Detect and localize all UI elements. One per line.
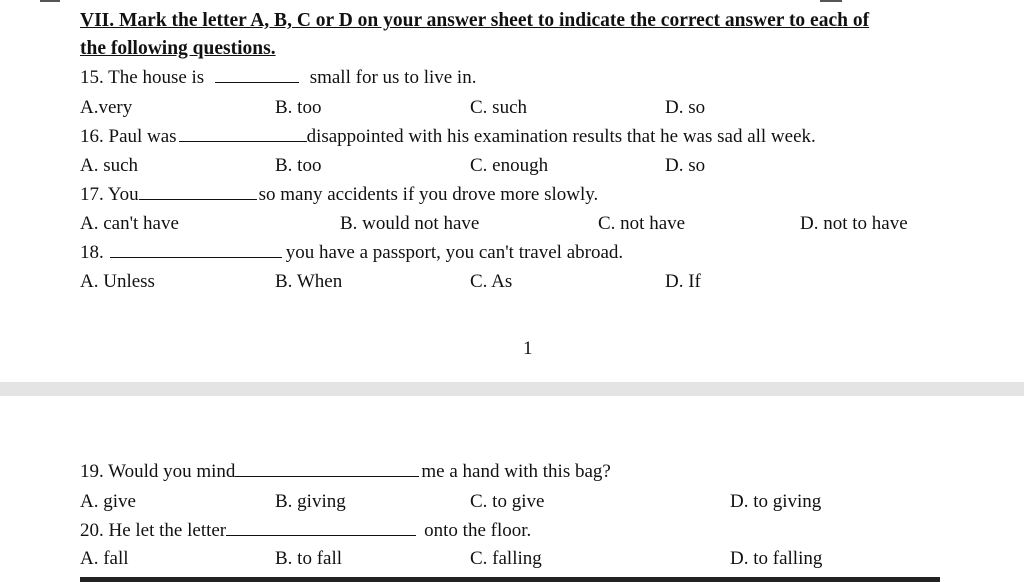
cropped-text-fragment [820,0,842,2]
question-20-option-c: C. falling [470,548,542,569]
section-heading-line-2: the following questions. [80,38,276,59]
question-16-option-a: A. such [80,155,139,176]
answer-blank [139,198,257,200]
question-16-option-b: B. too [275,155,322,176]
page-break-gap [0,382,1024,396]
question-17-stem-end: so many accidents if you drove more slowly. [258,184,599,205]
question-19-option-b: B. giving [275,491,346,512]
question-17-option-d: D. not to have [800,213,908,234]
question-15-option-d: D. so [665,97,706,118]
question-20-stem-start: 20. He let the letter [80,520,227,541]
question-18-stem [80,242,623,264]
question-18-option-b: B. When [275,271,343,292]
question-19-stem [80,461,611,483]
question-18-stem-end: you have a passport, you can't travel abroad. [285,242,624,263]
question-15-stem [80,67,476,89]
cropped-next-heading [80,577,940,582]
question-17-option-b: B. would not have [340,213,480,234]
section-heading-line-1: VII. Mark the letter A, B, C or D on your answer sheet to indicate the correct answer to each of [80,10,870,31]
question-20-option-b: B. to fall [275,548,343,569]
question-19-option-d: D. to giving [730,491,822,512]
question-18-option-a: A. Unless [80,271,155,292]
question-18-option-d: D. If [665,271,701,292]
answer-blank [235,475,419,477]
question-15-stem-start: 15. The house is [80,67,205,88]
question-16-stem [80,126,816,148]
question-17-stem [80,184,598,206]
question-20-option-d: D. to falling [730,548,823,569]
question-15-option-c: C. such [470,97,527,118]
question-19-stem-end: me a hand with this bag? [421,461,611,482]
question-17-option-c: C. not have [598,213,686,234]
question-15-option-a: A.very [80,97,133,118]
question-19-stem-start: 19. Would you mind [80,461,236,482]
question-16-stem-start: 16. Paul was [80,126,177,147]
answer-blank [215,81,299,83]
question-19-option-c: C. to give [470,491,545,512]
question-15-stem-end: small for us to live in. [309,67,477,88]
question-19-option-a: A. give [80,491,136,512]
cropped-text-fragment [40,0,60,2]
question-17-option-a: A. can't have [80,213,179,234]
question-15-option-b: B. too [275,97,322,118]
question-20-stem-end: onto the floor. [424,520,532,541]
question-18-stem-start: 18. [80,242,104,263]
answer-blank [226,534,416,536]
answer-blank [110,256,282,258]
question-20-option-a: A. fall [80,548,129,569]
question-16-option-d: D. so [665,155,706,176]
question-16-stem-end: disappointed with his examination results that he was sad all week. [306,126,816,147]
question-18-option-c: C. As [470,271,513,292]
question-20-stem [80,520,531,542]
question-16-option-c: C. enough [470,155,549,176]
page-number: 1 [523,338,533,359]
answer-blank [179,140,307,142]
question-17-stem-start: 17. You [80,184,139,205]
